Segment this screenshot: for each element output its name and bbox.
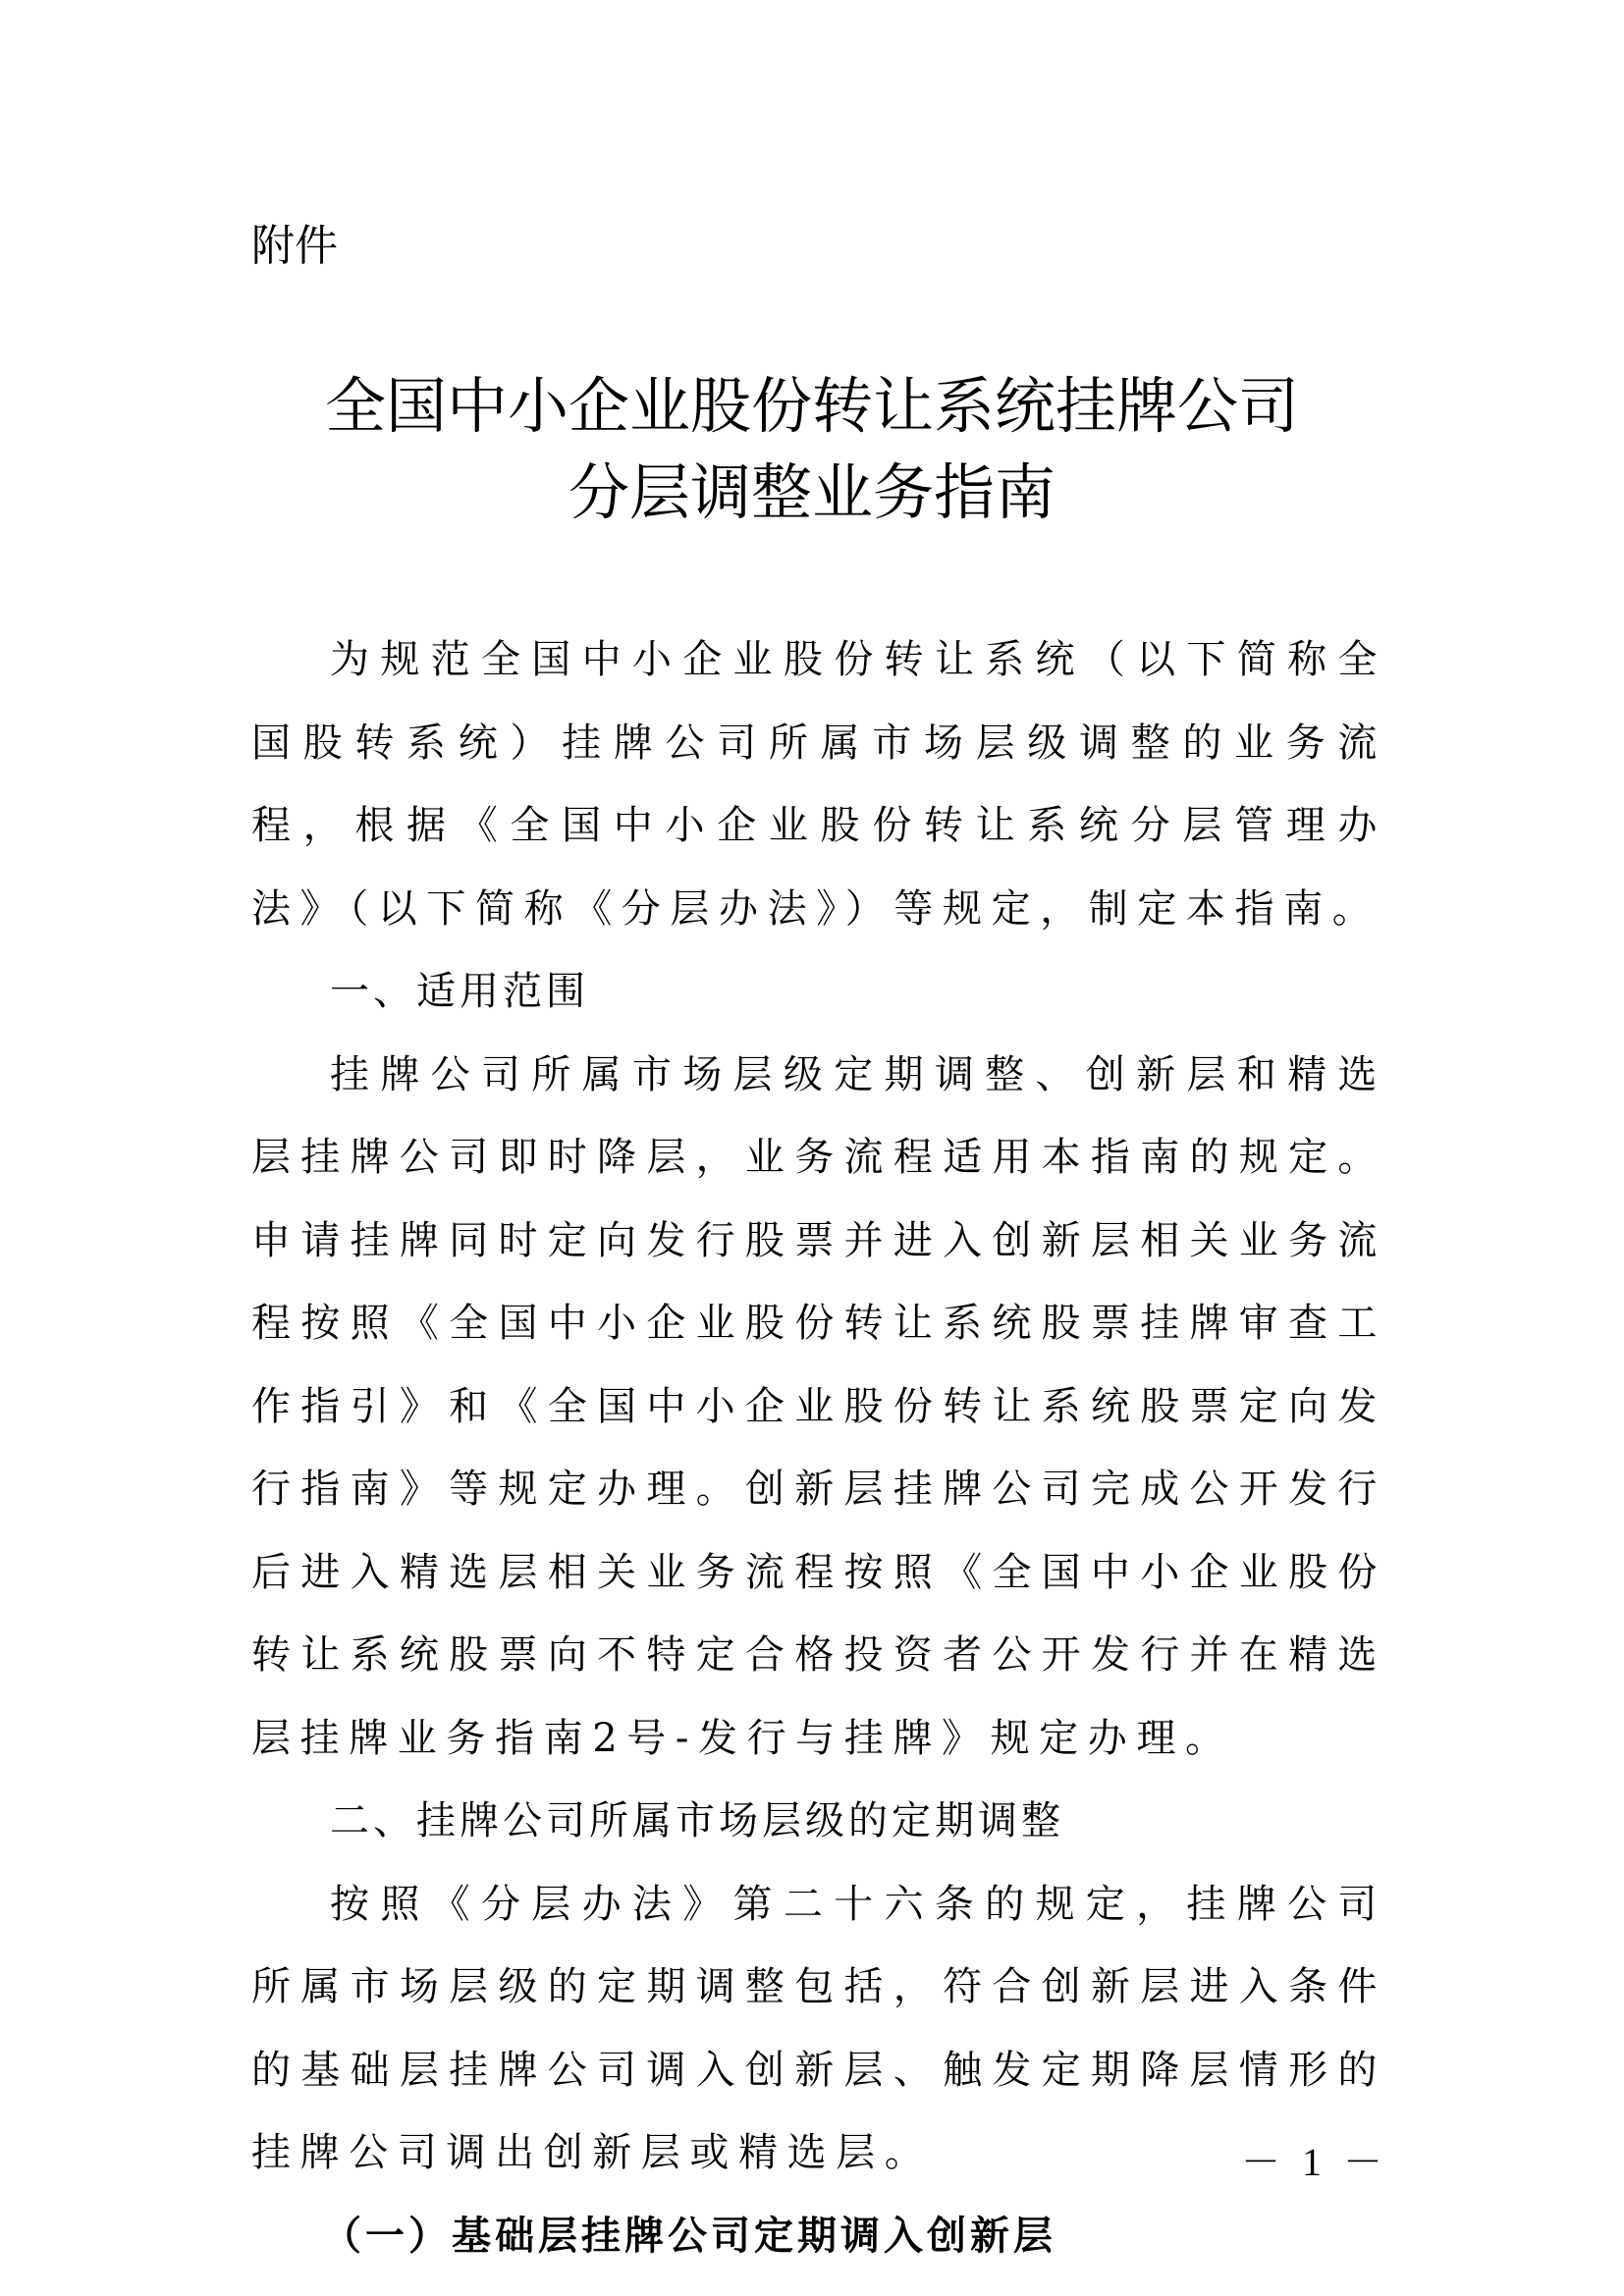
subsection-1-heading: （一）基础层挂牌公司定期调入创新层 — [322, 2212, 1056, 2259]
document-body — [251, 618, 1386, 2277]
section-1-heading: 一、适用范围 — [330, 969, 589, 1014]
page-number: － 1 － — [1241, 2140, 1388, 2184]
section-2-paragraph: 按照《分层办法》第二十六条的规定，挂牌公司所属市场层级的定期调整包括，符合创新层进入条件的基础层挂牌公司调入创新层、触发定期降层情形的挂牌公司调出创新层或精选层。 — [251, 1881, 1386, 2175]
intro-paragraph: 为规范全国中小企业股份转让系统（以下简称全国股转系统）挂牌公司所属市场层级调整的业务流程，根据《全国中小企业股份转让系统分层管理办法》（以下简称《分层办法》）等规定，制定本指南。 — [251, 637, 1386, 932]
title-line-2: 分层调整业务指南 — [568, 456, 1056, 528]
document-title — [0, 363, 1624, 536]
title-line-1: 全国中小企业股份转让系统挂牌公司 — [324, 370, 1299, 442]
section-1-paragraph: 挂牌公司所属市场层级定期调整、创新层和精选层挂牌公司即时降层，业务流程适用本指南的规定。申请挂牌同时定向发行股票并进入创新层相关业务流程按照《全国中小企业股份转让系统股票挂牌审查工作指引》和《全国中小企业股份转让系统股票定向发行指南》等规定办理。创新层挂牌公司完成公开发行后进入精选层相关业务流程按照《全国中小企业股份转让系统股票向不特定合格投资者公开发行并在精选层挂牌业务指南2号-发行与挂牌》规定办理。 — [251, 1051, 1386, 1761]
section-2-heading: 二、挂牌公司所属市场层级的定期调整 — [330, 1798, 1064, 1843]
attachment-label: 附件 — [251, 221, 338, 271]
